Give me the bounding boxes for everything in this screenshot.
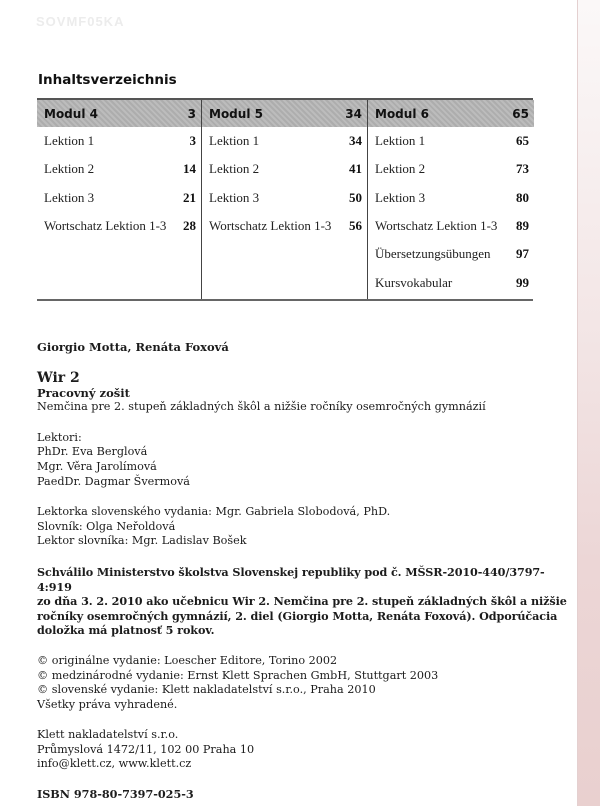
publisher-line: Průmyslová 1472/11, 102 00 Praha 10 [37, 742, 255, 756]
toc-row [368, 240, 534, 268]
toc-page: 14 [183, 161, 196, 177]
toc-module-header [37, 100, 201, 127]
toc-module-header [202, 100, 367, 127]
reviewer: PhDr. Eva Berglová [37, 445, 148, 459]
toc-label: Übersetzungsübungen [375, 246, 491, 262]
copyright-line: © originálne vydanie: Loescher Editore, Torino 2002 [37, 653, 338, 667]
toc-page: 50 [349, 189, 362, 205]
publisher-block [37, 728, 567, 772]
copyright-line: © slovenské vydanie: Klett nakladatelství s.r.o., Praha 2010 [37, 683, 376, 697]
toc-label: Wortschatz Lektion 1-3 [209, 218, 332, 234]
approval-line: ročníky osemročných gymnázií, 2. diel (Giorgio Motta, Renáta Foxová). Odporúčacia [37, 608, 558, 623]
approval-line: Schválilo Ministerstvo školstva Slovenskej republiky pod č. MŠSR-2010-440/3797-4:919 [37, 564, 545, 594]
book-subtitle: Pracovný zošit [37, 385, 130, 400]
toc-page: 89 [516, 218, 529, 234]
toc-label: Lektion 2 [375, 161, 426, 177]
toc-page: 80 [516, 189, 529, 205]
toc-row [368, 155, 534, 183]
toc-label: Wortschatz Lektion 1-3 [44, 218, 167, 234]
toc-row [202, 212, 367, 240]
toc-label: Kursvokabular [375, 274, 453, 290]
toc-page: 73 [516, 161, 529, 177]
module-page: 3 [187, 106, 196, 121]
toc-label: Lektion 3 [209, 189, 260, 205]
colophon [37, 340, 567, 802]
toc-page: 21 [183, 189, 196, 205]
credit-line: Lektorka slovenského vydania: Mgr. Gabriela Slobodová, PhD. [37, 505, 391, 519]
module-name: Modul 4 [44, 106, 98, 121]
reviewers-heading: Lektori: [37, 430, 82, 444]
bleed-through-text: SOVMF05KA [36, 14, 125, 29]
toc-page: 28 [183, 218, 196, 234]
toc-column-modul-5 [201, 100, 367, 299]
credit-line: Lektor slovníka: Mgr. Ladislav Bošek [37, 534, 247, 548]
toc-row [202, 127, 367, 155]
toc-row [37, 184, 201, 212]
toc-row [37, 212, 201, 240]
module-page: 34 [345, 106, 362, 121]
toc-label: Lektion 1 [375, 133, 426, 149]
book-title: Wir 2 [37, 369, 80, 386]
module-page: 65 [512, 106, 529, 121]
toc-title: Inhaltsverzeichnis [38, 72, 177, 88]
toc-page: 56 [349, 218, 362, 234]
toc-column-modul-6 [367, 100, 534, 299]
approval-line: doložka má platnosť 5 rokov. [37, 623, 215, 638]
toc-label: Lektion 1 [209, 133, 260, 149]
toc-row [368, 268, 534, 296]
module-name: Modul 5 [209, 106, 263, 121]
toc-page: 41 [349, 161, 362, 177]
toc-label: Lektion 3 [44, 189, 95, 205]
page-edge [577, 0, 600, 806]
copyright-block [37, 654, 567, 712]
approval-block [37, 565, 567, 638]
reviewers-block [37, 431, 567, 489]
toc-row [37, 155, 201, 183]
toc-page: 65 [516, 133, 529, 149]
toc-page: 99 [516, 274, 529, 290]
toc-label: Lektion 3 [375, 189, 426, 205]
toc-table [37, 98, 533, 301]
isbn: ISBN 978-80-7397-025-3 [37, 787, 194, 802]
book-description: Nemčina pre 2. stupeň základných škôl a nižšie ročníky osemročných gymnázií [37, 400, 486, 414]
toc-column-modul-4 [37, 100, 201, 299]
reviewer: Mgr. Věra Jarolímová [37, 459, 157, 473]
toc-row [37, 127, 201, 155]
module-name: Modul 6 [375, 106, 429, 121]
toc-row [368, 127, 534, 155]
toc-label: Lektion 2 [44, 161, 95, 177]
toc-module-header [368, 100, 534, 127]
approval-line: zo dňa 3. 2. 2010 ako učebnicu Wir 2. Nemčina pre 2. stupeň základných škôl a nižšie [37, 594, 567, 609]
toc-label: Lektion 1 [44, 133, 95, 149]
toc-row [368, 184, 534, 212]
credit-line: Slovník: Olga Neřoldová [37, 519, 176, 533]
toc-row [368, 212, 534, 240]
toc-row [202, 155, 367, 183]
copyright-line: Všetky práva vyhradené. [37, 697, 178, 711]
toc-label: Lektion 2 [209, 161, 260, 177]
publisher-line: Klett nakladatelství s.r.o. [37, 728, 179, 742]
copyright-line: © medzinárodné vydanie: Ernst Klett Sprachen GmbH, Stuttgart 2003 [37, 668, 439, 682]
credits-block [37, 505, 567, 549]
toc-page: 3 [189, 133, 196, 149]
reviewer: PaedDr. Dagmar Švermová [37, 474, 190, 488]
toc-page: 34 [349, 133, 362, 149]
publisher-line: info@klett.cz, www.klett.cz [37, 757, 192, 771]
toc-page: 97 [516, 246, 529, 262]
toc-row [202, 184, 367, 212]
toc-label: Wortschatz Lektion 1-3 [375, 218, 498, 234]
authors: Giorgio Motta, Renáta Foxová [37, 340, 229, 354]
